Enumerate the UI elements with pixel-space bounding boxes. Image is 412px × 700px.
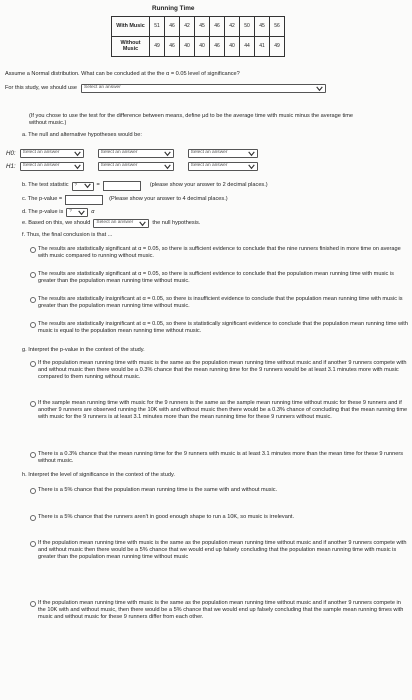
chevron-down-icon: [164, 164, 171, 170]
h0-operator-select[interactable]: [98, 149, 174, 158]
p-value-interpretation-option[interactable]: [38, 451, 408, 465]
part-c-label: c. The p-value =: [22, 196, 63, 203]
h0-param-select[interactable]: [20, 149, 84, 158]
select-placeholder: Select an answer: [22, 163, 60, 169]
part-c-row: [22, 195, 228, 205]
part-b-label: b. The test statistic: [22, 182, 69, 189]
table-cell: 56: [270, 17, 285, 37]
table-cell: 46: [165, 37, 180, 57]
radio-button[interactable]: [30, 488, 36, 494]
part-e-tail: the null hypothesis.: [152, 219, 201, 226]
h0-row: [6, 149, 258, 158]
table-cell: 40: [180, 37, 195, 57]
test-statistic-input[interactable]: [103, 181, 141, 191]
radio-button[interactable]: [30, 515, 36, 521]
h1-label: H1:: [6, 162, 16, 170]
table-cell: 42: [225, 17, 240, 37]
option-text: The results are statistically significant at α = 0.05, so there is sufficient evidence to conclude that the population mean running time with music is greater than the population mean running time without music.: [38, 271, 394, 285]
chevron-down-icon: [84, 183, 91, 189]
table-cell: 49: [150, 37, 165, 57]
part-e-label: e. Based on this, we should: [22, 219, 91, 226]
table-cell: 50: [240, 17, 255, 37]
part-d-row: [22, 208, 94, 217]
table-cell: 46: [210, 37, 225, 57]
running-time-table: [111, 16, 285, 57]
part-f-label: f. Thus, the final conclusion is that ...: [22, 232, 113, 238]
table-row: [112, 37, 285, 57]
p-value-interpretation-option[interactable]: [38, 400, 408, 421]
table-cell: 40: [195, 37, 210, 57]
table-title: Running Time: [152, 5, 195, 12]
chevron-down-icon: [248, 164, 255, 170]
p-value-compare-select[interactable]: [66, 208, 88, 217]
select-placeholder: Select an answer: [22, 150, 60, 156]
row-label-with-music: With Music: [112, 17, 150, 37]
h0-value-select[interactable]: [188, 149, 258, 158]
select-placeholder: Select an answer: [84, 85, 121, 91]
h0-label: H0:: [6, 149, 16, 157]
select-placeholder: ?: [74, 182, 78, 188]
select-placeholder: Select an answer: [100, 150, 138, 156]
table-cell: 45: [195, 17, 210, 37]
option-text: There is a 0.3% chance that the mean running time for the 9 runners with music is at least 3.1 minutes more than the mean time for these 9 runners without music.: [38, 451, 404, 465]
study-row: [5, 84, 326, 93]
option-text: The results are statistically insignificant at α = 0.05, so there is insufficient evidence to conclude that the population mean running time with music is greater than the population mean running time without music.: [38, 296, 403, 310]
select-placeholder: ?: [69, 209, 72, 215]
option-text: If the population mean running time with music is the same as the population mean running time without music and if another 9 runners compete with and without music then there would be a 0.3% chance that the mean running time for the 9 runners would be at least 3.1 minutes more with music compared to them running without music.: [38, 360, 407, 381]
conclusion-option[interactable]: [38, 246, 408, 260]
chevron-down-icon: [316, 86, 323, 92]
radio-button[interactable]: [30, 452, 36, 458]
chevron-down-icon: [248, 151, 255, 157]
radio-button[interactable]: [30, 601, 36, 607]
option-text: If the population mean running time with music is the same as the population mean running time without music and if another 9 runners compete in the 10K with and without music, then there would be a 5% chance that we would end up falsely concluding that the sample mean running times with music and without music for these 9 runners differ from each other.: [38, 600, 404, 621]
radio-button[interactable]: [30, 272, 36, 278]
significance-interpretation-option[interactable]: [38, 540, 408, 561]
table-cell: 40: [225, 37, 240, 57]
h1-operator-select[interactable]: [98, 162, 174, 171]
part-e-row: [22, 219, 200, 228]
h1-param-select[interactable]: [20, 162, 84, 171]
chevron-down-icon: [164, 151, 171, 157]
intro-question: Assume a Normal distribution. What can be concluded at the the α = 0.05 level of significance?: [5, 71, 240, 77]
radio-button[interactable]: [30, 297, 36, 303]
significance-interpretation-option[interactable]: [38, 600, 408, 621]
part-b-note: (please show your answer to 2 decimal places.): [149, 182, 268, 189]
study-test-select[interactable]: [81, 84, 326, 93]
chevron-down-icon: [78, 210, 85, 216]
option-text: If the sample mean running time with music for the 9 runners is the same as the sample mean running time without music for these 9 runners and if another 9 runners are observed running the 10K with and without music then there would be a 0.3% chance of concluding that the mean running time with music for the 9 runners is at least 3.1 minutes more than the mean running time for these 9 runners without music.: [38, 400, 408, 421]
table-cell: 49: [270, 37, 285, 57]
select-placeholder: Select an answer: [190, 163, 228, 169]
significance-interpretation-option[interactable]: [38, 514, 408, 521]
row-label-without-music: Without Music: [112, 37, 150, 57]
equals-sign: =: [96, 182, 100, 189]
test-statistic-type-select[interactable]: [72, 182, 94, 191]
paired-note: (If you chose to use the test for the difference between means, define μd to be the average time with music minus the average time without music.): [29, 113, 354, 127]
h1-value-select[interactable]: [188, 162, 258, 171]
conclusion-option[interactable]: [38, 321, 408, 335]
radio-button[interactable]: [30, 361, 36, 367]
select-placeholder: Select an answer: [100, 163, 138, 169]
p-value-input[interactable]: [65, 195, 103, 205]
chevron-down-icon: [139, 221, 146, 227]
option-text: There is a 5% chance that the population mean running time is the same with and without music.: [38, 487, 278, 493]
radio-button[interactable]: [30, 401, 36, 407]
chevron-down-icon: [74, 151, 81, 157]
table-cell: 44: [240, 37, 255, 57]
part-d-label: d. The p-value is: [22, 208, 64, 215]
part-c-note: (Please show your answer to 4 decimal places.): [109, 196, 228, 203]
option-text: If the population mean running time with music is the same as the population mean running time without music and if another 9 runners compete with and without music then there would be a 5% chance that we would end up falsely concluding that the population mean running time with music is greater than the population mean running time without music: [38, 540, 407, 561]
table-cell: 42: [180, 17, 195, 37]
option-text: The results are statistically significant at α = 0.05, so there is sufficient evidence to conclude that the nine runners finished in more time on average with music compared to running without music.: [38, 246, 401, 260]
table-cell: 41: [255, 37, 270, 57]
part-g-label: g. Interpret the p-value in the context of the study.: [22, 347, 145, 353]
option-text: There is a 5% chance that the runners aren't in good enough shape to run a 10K, so music is irrelevant.: [38, 514, 295, 520]
decision-select[interactable]: [93, 219, 149, 228]
table-cell: 45: [255, 17, 270, 37]
alpha-symbol: α: [91, 208, 95, 215]
radio-button[interactable]: [30, 247, 36, 253]
conclusion-option[interactable]: [38, 296, 408, 310]
study-label: For this study, we should use: [5, 84, 78, 91]
select-placeholder: Select an answer: [96, 220, 134, 226]
table-cell: 46: [165, 17, 180, 37]
radio-button[interactable]: [30, 541, 36, 547]
p-value-interpretation-option[interactable]: [38, 360, 408, 381]
conclusion-option[interactable]: [38, 271, 408, 285]
table-cell: 51: [150, 17, 165, 37]
part-h-label: h. Interpret the level of significance in the context of the study.: [22, 472, 175, 478]
option-text: The results are statistically insignificant at α = 0.05, so there is statistically significant evidence to conclude that the population mean running time with music is equal to the population mean running time without music.: [38, 321, 408, 335]
select-placeholder: Select an answer: [190, 150, 228, 156]
chevron-down-icon: [74, 164, 81, 170]
table-row: [112, 17, 285, 37]
h1-row: [6, 162, 258, 171]
radio-button[interactable]: [30, 322, 36, 328]
part-b-row: [22, 181, 268, 191]
table-cell: 46: [210, 17, 225, 37]
part-a-label: a. The null and alternative hypotheses would be:: [22, 132, 142, 138]
significance-interpretation-option[interactable]: [38, 487, 408, 494]
